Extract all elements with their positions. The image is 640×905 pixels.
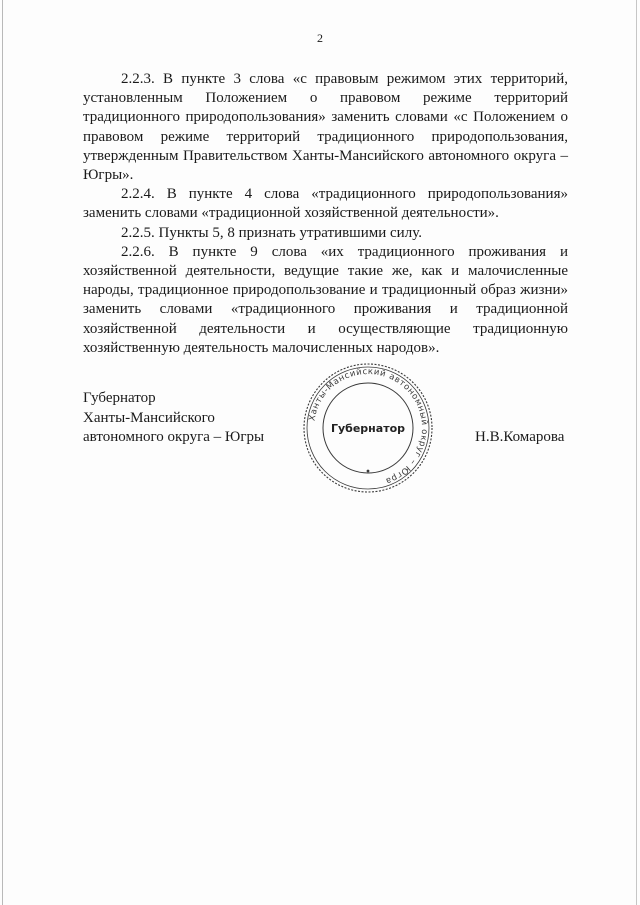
- page-right-edge: [636, 0, 637, 905]
- paragraph-2-2-6: 2.2.6. В пункте 9 слова «их традиционного проживания и хозяйственной деятельности, ведущие такие же, как и малочисленные народы, традиционное природопользование и традиционный образ жизни» заменить словами «традиционного проживания и традиционной хозяйственной деятельности и осуществляющие традиционную хозяйственную деятельность малочисленных народов».: [83, 243, 568, 356]
- seal-bottom-dot: [367, 470, 370, 473]
- page-left-edge: [2, 0, 3, 905]
- document-body: [83, 70, 568, 358]
- paragraph-2-2-3: 2.2.3. В пункте 3 слова «с правовым режимом этих территорий, установленным Положением о правовом режиме территорий традиционного природопользования» заменить словами «с Положением о правовом режиме территорий традиционного природопользования, утвержденным Правительством Ханты-Мансийского автономного округа – Югры».: [83, 71, 568, 184]
- paragraph-2-2-4: 2.2.4. В пункте 4 слова «традиционного природопользования» заменить словами «традиционной хозяйственной деятельности».: [83, 186, 568, 222]
- signatory-name: Н.В.Комарова: [475, 429, 565, 445]
- signature-title-block: [83, 389, 264, 448]
- paragraph-2-2-5: 2.2.5. Пункты 5, 8 признать утратившими силу.: [121, 224, 422, 241]
- seal-ring-textpath: Ханты-Мансийский автономный округ – Югра: [307, 366, 430, 486]
- signature-title-line-2: Ханты-Мансийского: [83, 409, 215, 426]
- signature-title-line-3: автономного округа – Югры: [83, 429, 265, 445]
- page-number: 2: [317, 31, 323, 45]
- official-seal: [301, 361, 435, 495]
- seal-center-text: Губернатор: [330, 422, 406, 435]
- signature-title-line-1: Губернатор: [83, 390, 156, 406]
